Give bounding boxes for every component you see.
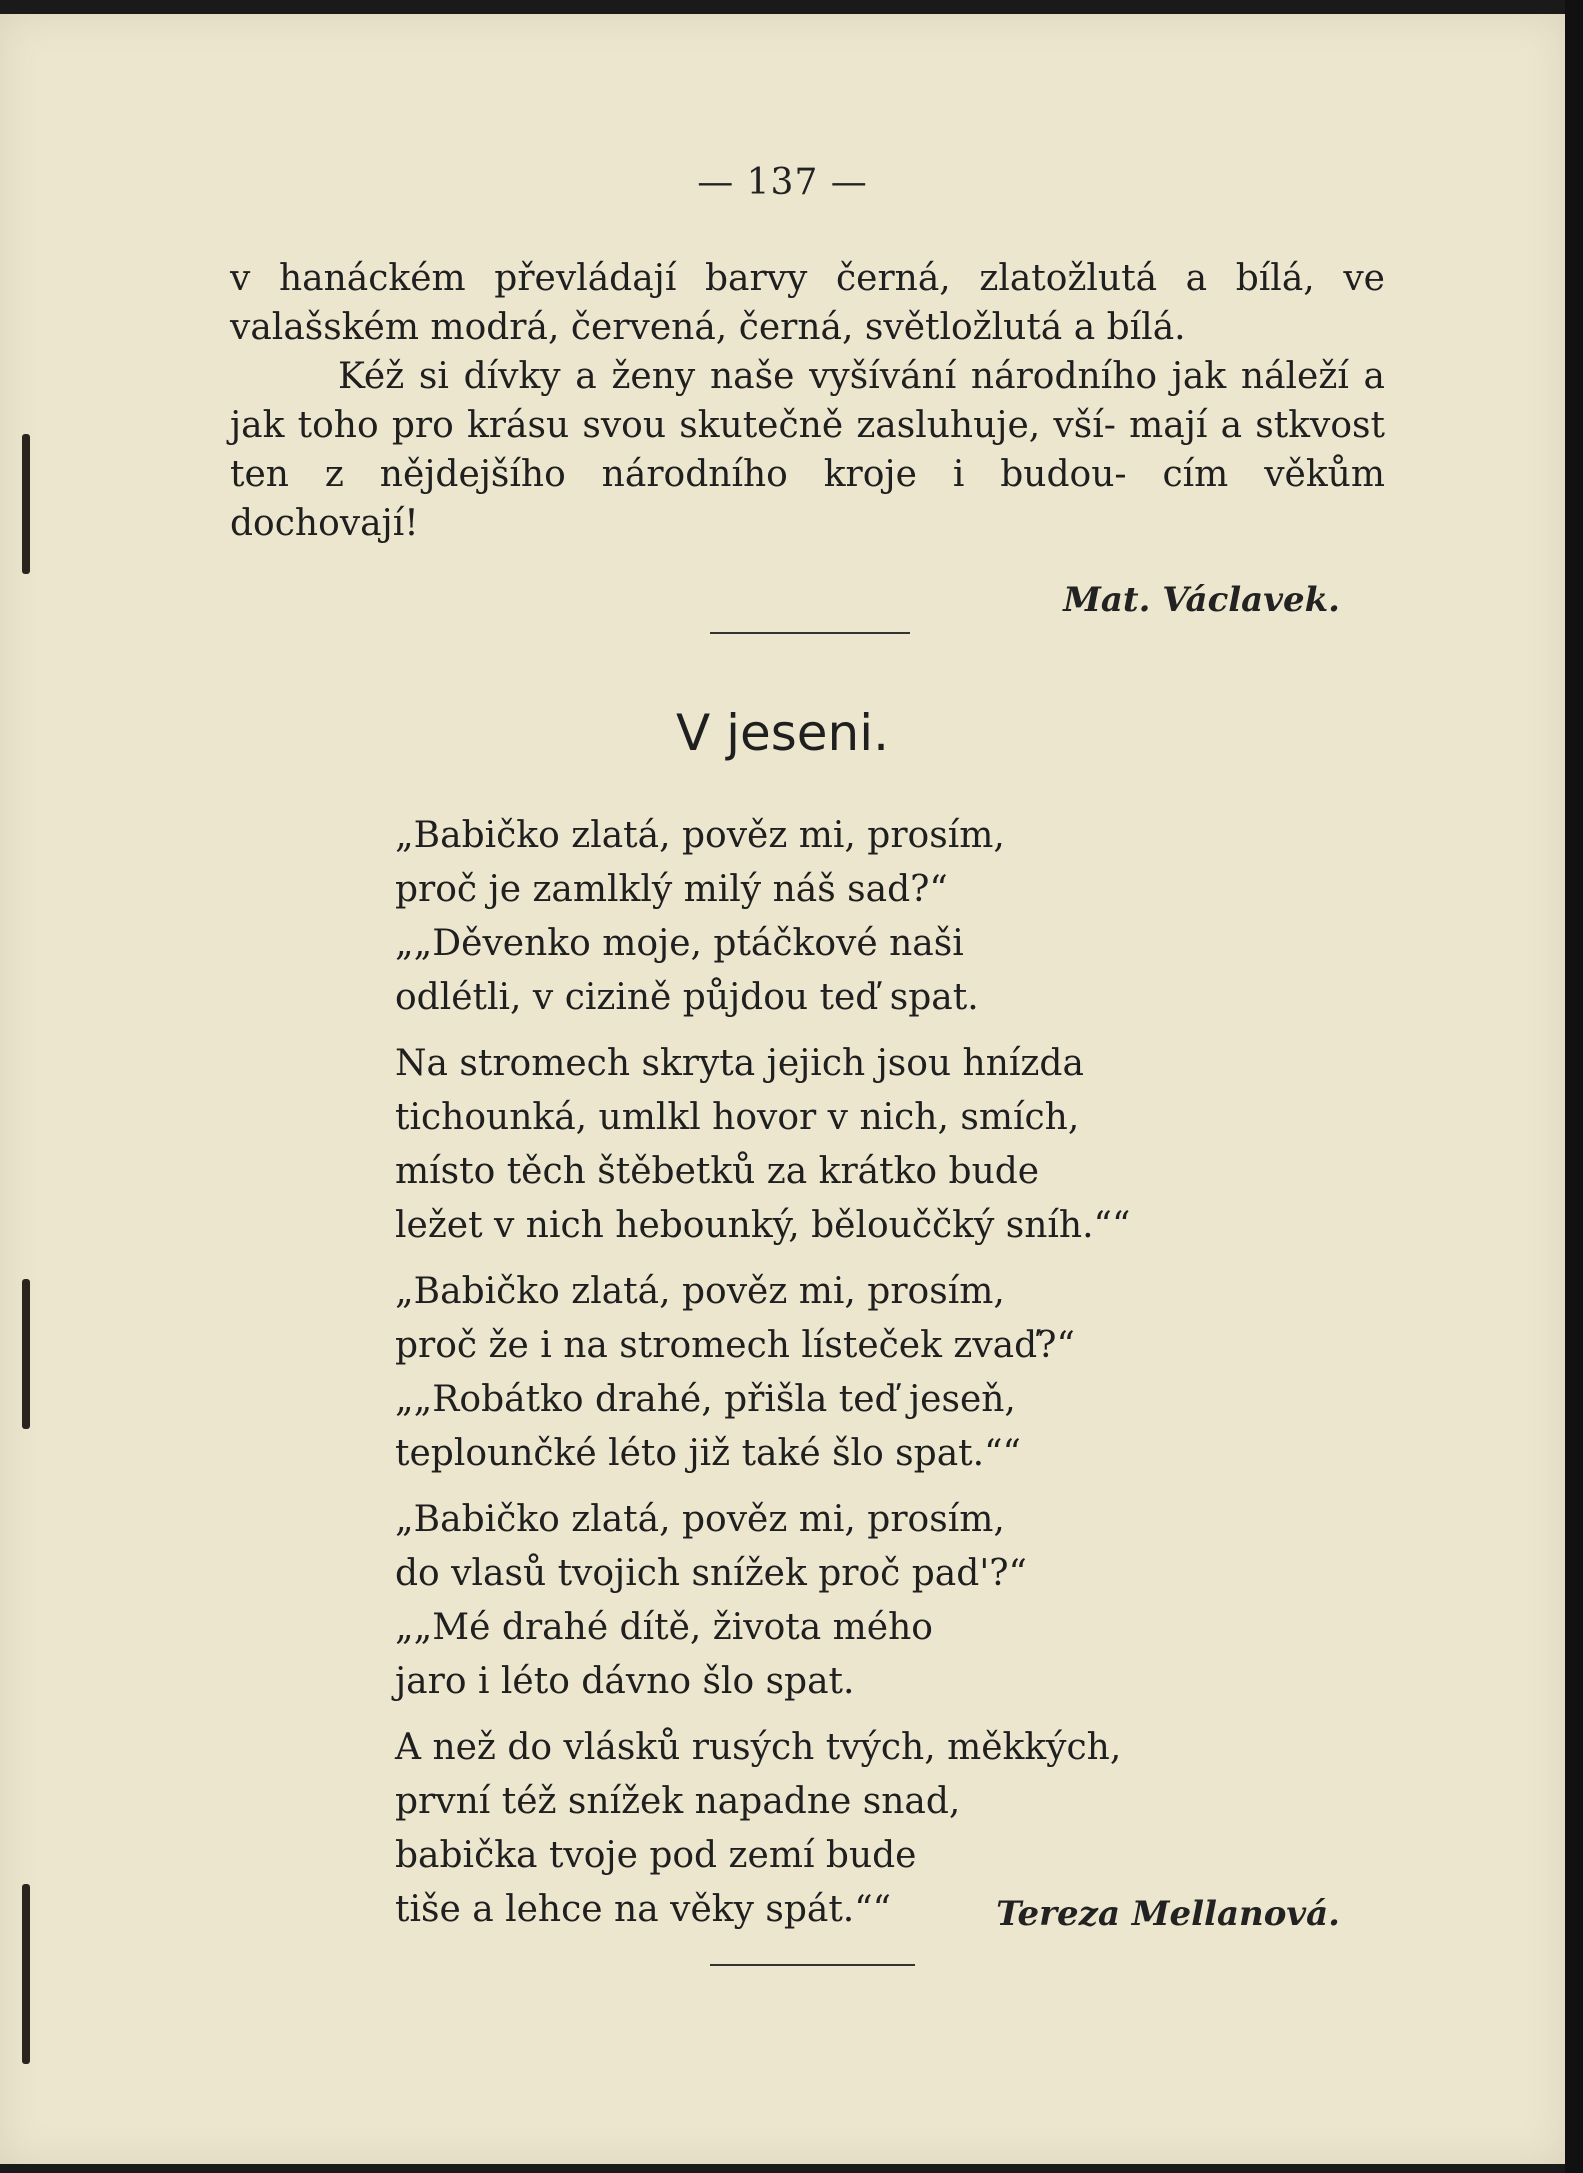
text-line: cím věkům dochovají! (230, 454, 1385, 544)
poem-line: místo těch štěbetků za krátko bude (395, 1151, 1040, 1192)
poem-line: do vlasů tvojich snížek proč pad'?“ (395, 1553, 1027, 1594)
poem-line: „Babičko zlatá, pověz mi, prosím, (395, 815, 1005, 856)
scan-edge (1565, 0, 1583, 2173)
page-number: — 137 — (697, 162, 868, 203)
poem-line: tichounká, umlkl hovor v nich, smích, (395, 1097, 1080, 1138)
binding-mark (22, 1279, 30, 1429)
text-line: mají a stkvost ten z nějdejšího národního kroje i budou- (230, 405, 1386, 495)
poem-line: teplounčké léto již také šlo spat.““ (395, 1433, 1021, 1474)
poem-line: „„Mé drahé dítě, života mého (395, 1607, 933, 1648)
poem-line: „Babičko zlatá, pověz mi, prosím, (395, 1271, 1005, 1312)
book-page (0, 14, 1565, 2164)
poem-line: Na stromech skryta jejich jsou hnízda (395, 1043, 1084, 1084)
text-line: náleží a jak toho pro krásu svou skutečně zasluhuje, vší- (230, 356, 1385, 446)
poem-title: V jeseni. (675, 704, 890, 762)
paragraph (230, 254, 1385, 352)
poem-line: ležet v nich hebounký, bělouččký sníh.““ (395, 1205, 1131, 1246)
poem-line: tiše a lehce na věky spát.““ (395, 1889, 892, 1930)
stanza (395, 809, 1295, 1025)
poem-line: první též snížek napadne snad, (395, 1781, 961, 1822)
binding-mark (22, 1884, 30, 2064)
poem-line: jaro i léto dávno šlo spat. (395, 1661, 855, 1702)
divider-rule (710, 632, 910, 634)
author-signature: Tereza Mellanová. (996, 1894, 1340, 1934)
text-line: v hanáckém převládají barvy černá, zlatožlutá a bílá, ve (230, 258, 1385, 299)
poem-line: proč že i na stromech lísteček zvaď?“ (395, 1325, 1075, 1366)
paragraph (230, 352, 1385, 548)
poem-line: odlétli, v cizině půjdou teď spat. (395, 977, 979, 1018)
poem-line: A než do vlásků rusých tvých, měkkých, (395, 1727, 1122, 1768)
poem-line: „„Děvenko moje, ptáčkové naši (395, 923, 964, 964)
poem-line: proč je zamlklý milý náš sad?“ (395, 869, 948, 910)
stanza (395, 1037, 1295, 1253)
poem (395, 809, 1295, 1949)
divider-rule (710, 1964, 915, 1966)
poem-line: babička tvoje pod zemí bude (395, 1835, 917, 1876)
prose-block (230, 254, 1385, 548)
author-signature: Mat. Václavek. (1063, 580, 1340, 620)
binding-mark (22, 434, 30, 574)
stanza (395, 1493, 1295, 1709)
poem-line: „„Robátko drahé, přišla teď jeseň, (395, 1379, 1016, 1420)
stanza (395, 1265, 1295, 1481)
poem-line: „Babičko zlatá, pověz mi, prosím, (395, 1499, 1005, 1540)
text-line: valašském modrá, červená, černá, světložlutá a bílá. (230, 307, 1186, 348)
text-line: Kéž si dívky a ženy naše vyšívání národního jak (338, 356, 1227, 397)
